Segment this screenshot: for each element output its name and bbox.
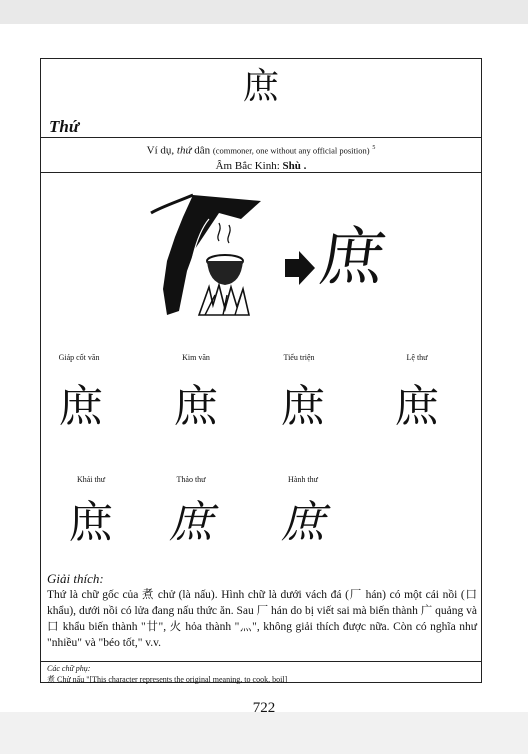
script-label-clerical: Lệ thư bbox=[406, 353, 428, 362]
headword-character: 庶 bbox=[242, 66, 279, 107]
script-glyph-small-seal: 庶 bbox=[281, 381, 325, 432]
meaning-ref: 5 bbox=[372, 145, 376, 151]
cliff-pot-fire-illustration bbox=[149, 191, 261, 319]
meaning-prefix: Ví dụ, bbox=[146, 144, 177, 157]
notes-line: 煮 Chử nấu "[This character represents the original meaning, to cook, boil] bbox=[47, 675, 288, 684]
explanation-body: Thứ là chữ gốc của 煮 chử (là nấu). Hình chữ là dưới vách đá (厂 hán) có một cái nồi (口 khẩu), dưới nồi có lửa đang nấu thức ăn. Sau 厂 hán do bị viết sai mà biến thành 广 quảng và 口 khẩu biến thành "廿", 火 hỏa thành "灬", không giải thích được nữa. Còn có nghĩa như "nhiều" và "béo tốt," v.v. bbox=[47, 589, 477, 649]
pronunciation-label: Âm Bắc Kinh: bbox=[215, 159, 283, 172]
entry-frame bbox=[40, 58, 482, 683]
pronunciation-value: Shù . bbox=[282, 159, 307, 172]
script-glyph-bronze: 庶 bbox=[174, 381, 218, 432]
script-label-oracle: Giáp cốt văn bbox=[58, 353, 100, 362]
meaning-gloss: (commoner, one without any official position) bbox=[212, 145, 370, 156]
script-label-small-seal: Tiểu triện bbox=[283, 353, 315, 362]
bottom-shade bbox=[0, 712, 528, 754]
script-glyph-regular: 庶 bbox=[69, 497, 113, 548]
headword-name: Thứ bbox=[49, 117, 80, 136]
script-glyph-oracle: 庶 bbox=[59, 381, 103, 432]
explanation-title: Giải thích: bbox=[47, 571, 104, 586]
script-glyph-clerical: 庶 bbox=[395, 381, 439, 432]
notes-box bbox=[41, 661, 481, 686]
evolved-form-glyph: 庶 bbox=[315, 221, 391, 295]
top-shade bbox=[0, 0, 528, 24]
notes-title: Các chữ phụ: bbox=[47, 664, 91, 673]
script-label-running: Hành thư bbox=[288, 475, 318, 484]
script-label-regular: Khải thư bbox=[76, 475, 106, 484]
explanation bbox=[47, 571, 477, 651]
meaning-box bbox=[41, 139, 481, 173]
entry-header bbox=[41, 59, 481, 138]
meaning-example-word: thứ bbox=[176, 144, 192, 157]
page-number: 722 bbox=[252, 700, 276, 716]
script-label-cursive: Thảo thư bbox=[176, 475, 206, 484]
script-label-bronze: Kim văn bbox=[182, 353, 210, 362]
pronunciation-line bbox=[41, 159, 481, 174]
arrow-right-icon bbox=[285, 251, 315, 285]
script-glyph-running: 庶 bbox=[281, 497, 325, 548]
script-glyph-cursive: 庶 bbox=[169, 497, 213, 548]
meaning-line bbox=[41, 141, 481, 159]
meaning-example-rest: dân bbox=[191, 144, 211, 157]
